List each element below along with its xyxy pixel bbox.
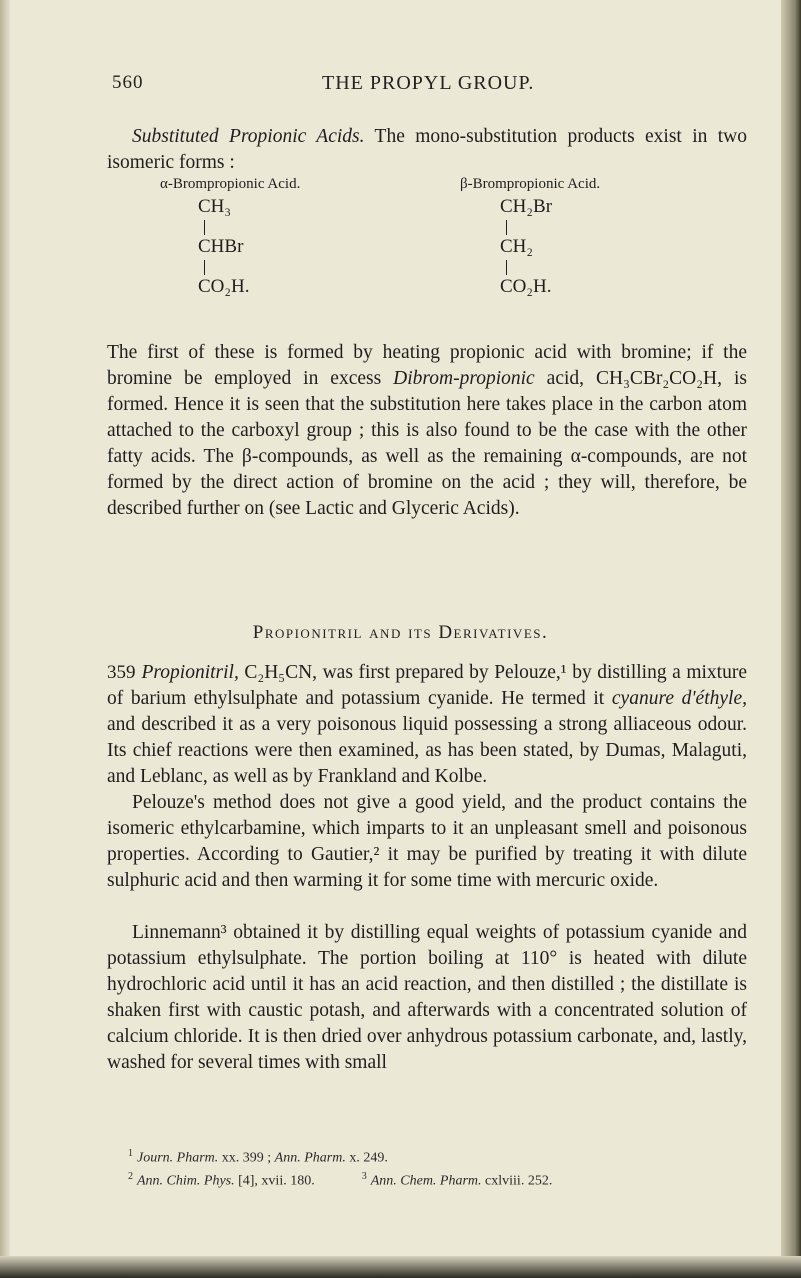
structural-formulas (0, 176, 801, 316)
para2-text-b: and described it as a very poisonous liquid possessing a strong alliaceous odour. Its chief reactions were then examined, as has been stated, by Dumas, Malaguti, and Leblanc, as well as by Frankland and Kolbe. (107, 714, 747, 787)
footnote-1-ref: xx. 399 ; (218, 1150, 275, 1166)
paragraph-linnemann: Linnemann³ obtained it by distilling equal weights of potassium cyanide and potassium ethylsulphate. The portion boiling at 110° is heated with dilute hydrochloric acid until it has an acid reaction, and then distilled ; the distillate is shaken first with caustic potash, and afterwards with a concentrated solution of calcium chloride. It is then dried over anhydrous potassium carbonate, and, lastly, washed for several times with small (107, 922, 747, 1073)
paragraph-propionitril (107, 660, 747, 790)
para1-text-a: The first of these is formed by heating propionic acid with bromine; if the bromine be employed in excess (107, 342, 747, 389)
beta-line-1: CH₂Br (500, 196, 553, 217)
footnote-1-mark: 1 (128, 1148, 133, 1159)
beta-bond-1 (506, 220, 507, 235)
page-header (0, 72, 801, 102)
paragraph-bromination (107, 340, 747, 522)
para2-italic-name: cyanure d'éthyle, (611, 688, 747, 709)
alpha-bond-1 (204, 220, 205, 235)
alpha-line-2: CHBr (198, 236, 244, 257)
footnote-2-mark: 2 (128, 1170, 133, 1182)
running-title: THE PROPYL GROUP. (322, 72, 535, 94)
para1-italic-term: Dibrom-propionic (393, 368, 535, 389)
footnote-3-mark: 3 (361, 1170, 367, 1182)
alpha-line-1: CH₃ (198, 196, 232, 217)
footnote-3-journal: Ann. Chem. Pharm. (370, 1173, 482, 1189)
alpha-title: α-Brompropionic Acid. (160, 176, 301, 192)
footnote-1 (128, 1145, 768, 1168)
beta-bond-2 (506, 260, 507, 275)
footnote-2-journal: Ann. Chim. Phys. (137, 1173, 235, 1189)
beta-line-3: CO₂H. (500, 276, 552, 297)
section-heading: Propionitril and its Derivatives. (252, 622, 549, 643)
para1-text-b: acid, CH₃CBr₂CO₂H, is formed. Hence it is seen that the substitution here takes place in the carbon atom attached to the carboxyl group ; this is also found to be the case with the other fatty acids. The β-compounds, as well as the remaining α-compounds, are not formed by the direct action of bromine on the acid ; they will, therefore, be described further on (see Lactic and Glyceric Acids). (107, 368, 747, 519)
paragraph-pelouze-method: Pelouze's method does not give a good yield, and the product contains the isomeric ethylcarbamine, which imparts to it an unpleasant smell and poisonous properties. According to Gautier,² it may be purified by treating it with dilute sulphuric acid and then warming it for some time with mercuric oxide. (107, 792, 747, 891)
footnote-1-ref-2: x. 249. (345, 1150, 388, 1166)
page-number: 560 (112, 72, 144, 93)
page-bottom-edge (0, 1256, 801, 1278)
para2-text-a: C₂H₅CN, was first prepared by Pelouze,¹ by distilling a mixture of barium ethylsulphate and potassium cyanide. He termed it (107, 662, 747, 709)
para2-italic-term: Propionitril, (141, 662, 239, 683)
beta-title: β-Brompropionic Acid. (460, 176, 601, 192)
alpha-bond-2 (204, 260, 205, 275)
alpha-line-3: CO₂H. (198, 276, 250, 297)
footnote-1-journal-2: Ann. Pharm. (274, 1150, 346, 1166)
footnote-1-journal: Journ. Pharm. (137, 1150, 219, 1166)
footnote-2-3 (128, 1168, 768, 1191)
intro-heading: Substituted Propionic Acids. (132, 126, 365, 147)
footnote-2-ref: [4], xvii. 180. (234, 1173, 315, 1189)
footnotes (128, 1145, 768, 1190)
paragraph-number: 359 (107, 662, 136, 683)
intro-text: The mono-substitution products exist in two isomeric forms : (107, 126, 747, 173)
beta-line-2: CH₂ (500, 236, 534, 257)
intro-paragraph (107, 124, 747, 176)
footnote-3-ref: cxlviii. 252. (481, 1173, 553, 1189)
